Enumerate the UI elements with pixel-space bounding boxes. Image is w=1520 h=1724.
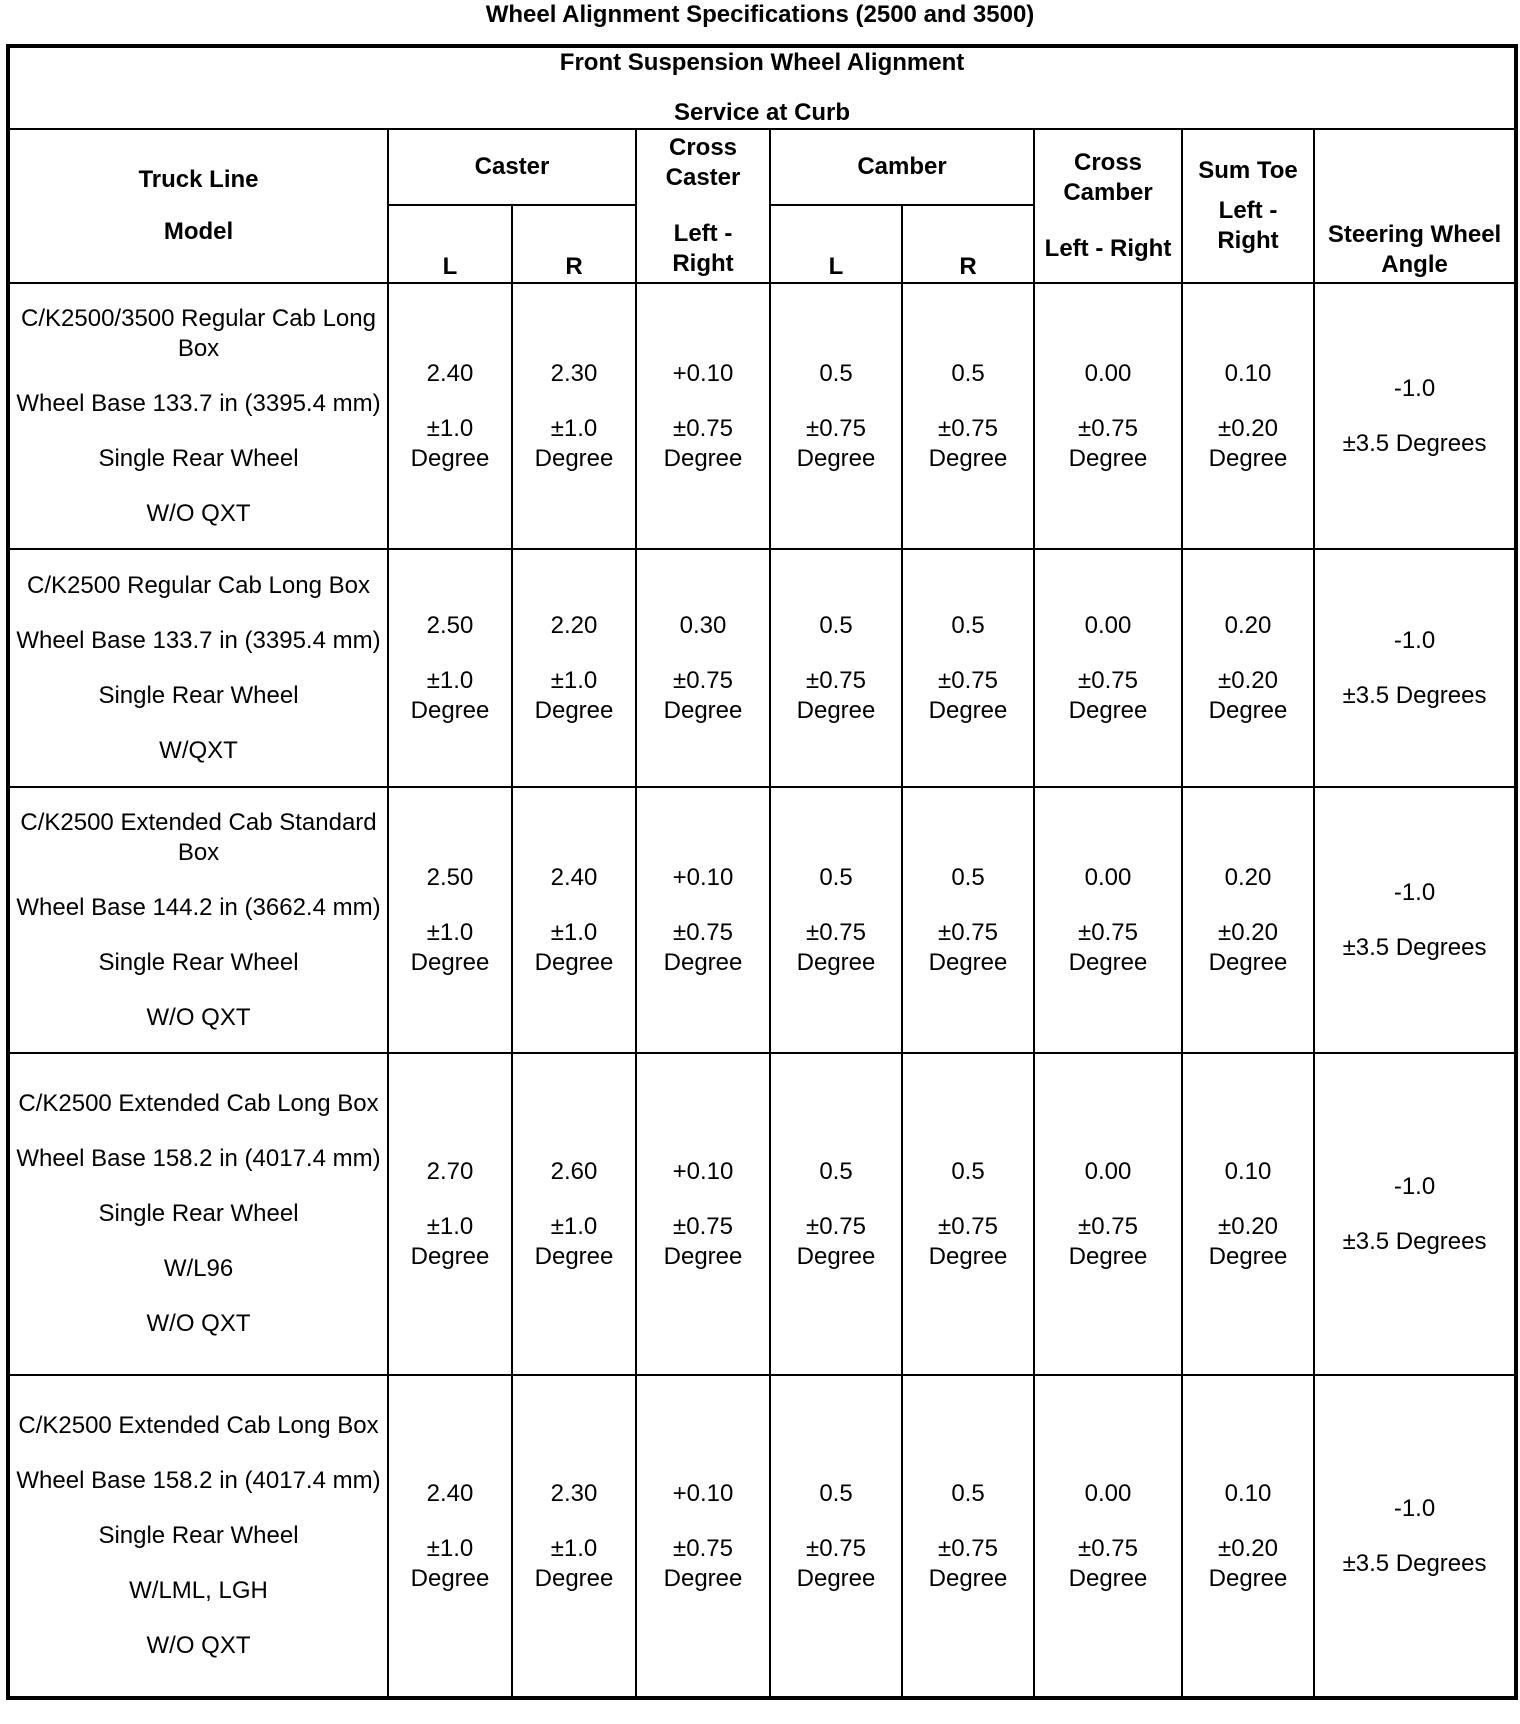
caster-l-cell: 2.40 ±1.0 Degree [388, 1375, 512, 1698]
table-row [8, 787, 1516, 1053]
camber-r-cell: 0.5 ±0.75 Degree [902, 1053, 1034, 1375]
cross-camber-cell: 0.00 ±0.75 Degree [1034, 1375, 1182, 1698]
model-cell: C/K2500/3500 Regular Cab Long Box Wheel Base 133.7 in (3395.4 mm) Single Rear Wheel W/O QXT [8, 283, 388, 549]
camber-r-cell: 0.5 ±0.75 Degree [902, 1375, 1034, 1698]
camber-l-cell: 0.5 ±0.75 Degree [770, 787, 902, 1053]
cross-camber-cell: 0.00 ±0.75 Degree [1034, 787, 1182, 1053]
cross-camber-cell: 0.00 ±0.75 Degree [1034, 1053, 1182, 1375]
sum-toe-cell: 0.20 ±0.20 Degree [1182, 549, 1314, 787]
caster-l-cell: 2.50 ±1.0 Degree [388, 549, 512, 787]
sum-toe-cell: 0.10 ±0.20 Degree [1182, 283, 1314, 549]
steering-angle-cell: -1.0 ±3.5 Degrees [1314, 549, 1516, 787]
camber-l-cell: 0.5 ±0.75 Degree [770, 1053, 902, 1375]
section-header [8, 46, 1516, 129]
cross-camber-header: Cross Camber Left - Right [1034, 129, 1182, 283]
cross-caster-cell: +0.10 ±0.75 Degree [636, 1053, 770, 1375]
steering-angle-cell: -1.0 ±3.5 Degrees [1314, 1053, 1516, 1375]
model-cell: C/K2500 Regular Cab Long Box Wheel Base 133.7 in (3395.4 mm) Single Rear Wheel W/QXT [8, 549, 388, 787]
truck-line-model-header [8, 129, 388, 283]
model-header: Model [163, 218, 234, 245]
caster-r-header: R [512, 205, 636, 283]
sum-toe-header: Sum Toe Left - Right [1182, 129, 1314, 283]
cross-caster-cell: +0.10 ±0.75 Degree [636, 787, 770, 1053]
caster-l-cell: 2.50 ±1.0 Degree [388, 787, 512, 1053]
cross-camber-cell: 0.00 ±0.75 Degree [1034, 549, 1182, 787]
steering-angle-cell: -1.0 ±3.5 Degrees [1314, 283, 1516, 549]
caster-r-cell: 2.40 ±1.0 Degree [512, 787, 636, 1053]
table-row [8, 1375, 1516, 1698]
section-title: Front Suspension Wheel Alignment [559, 49, 965, 76]
alignment-spec-table [6, 44, 1518, 1700]
steering-angle-cell: -1.0 ±3.5 Degrees [1314, 787, 1516, 1053]
table-row [8, 549, 1516, 787]
page-title: Wheel Alignment Specifications (2500 and 3500) [485, 1, 1035, 28]
table-row [8, 283, 1516, 549]
camber-l-cell: 0.5 ±0.75 Degree [770, 283, 902, 549]
caster-r-cell: 2.20 ±1.0 Degree [512, 549, 636, 787]
camber-r-cell: 0.5 ±0.75 Degree [902, 787, 1034, 1053]
sum-toe-cell: 0.10 ±0.20 Degree [1182, 1375, 1314, 1698]
model-cell: C/K2500 Extended Cab Standard Box Wheel Base 144.2 in (3662.4 mm) Single Rear Wheel W/O QXT [8, 787, 388, 1053]
steering-angle-cell: -1.0 ±3.5 Degrees [1314, 1375, 1516, 1698]
caster-r-cell: 2.30 ±1.0 Degree [512, 283, 636, 549]
caster-header: Caster [388, 129, 636, 205]
model-cell: C/K2500 Extended Cab Long Box Wheel Base 158.2 in (4017.4 mm) Single Rear Wheel W/LML, LGH W/O QXT [8, 1375, 388, 1698]
model-cell: C/K2500 Extended Cab Long Box Wheel Base 158.2 in (4017.4 mm) Single Rear Wheel W/L96 W/O QXT [8, 1053, 388, 1375]
cross-caster-cell: +0.10 ±0.75 Degree [636, 283, 770, 549]
section-subtitle: Service at Curb [673, 99, 851, 126]
truck-line-header: Truck Line [138, 166, 259, 193]
table-row [8, 1053, 1516, 1375]
camber-l-cell: 0.5 ±0.75 Degree [770, 1375, 902, 1698]
camber-header: Camber [770, 129, 1034, 205]
cross-camber-cell: 0.00 ±0.75 Degree [1034, 283, 1182, 549]
cross-caster-cell: +0.10 ±0.75 Degree [636, 1375, 770, 1698]
steering-wheel-angle-header: Steering Wheel Angle [1314, 129, 1516, 283]
camber-l-cell: 0.5 ±0.75 Degree [770, 549, 902, 787]
caster-l-cell: 2.40 ±1.0 Degree [388, 283, 512, 549]
camber-r-cell: 0.5 ±0.75 Degree [902, 549, 1034, 787]
cross-caster-header: Cross Caster Left - Right [636, 129, 770, 283]
caster-l-cell: 2.70 ±1.0 Degree [388, 1053, 512, 1375]
sum-toe-cell: 0.10 ±0.20 Degree [1182, 1053, 1314, 1375]
caster-r-cell: 2.60 ±1.0 Degree [512, 1053, 636, 1375]
caster-r-cell: 2.30 ±1.0 Degree [512, 1375, 636, 1698]
sum-toe-cell: 0.20 ±0.20 Degree [1182, 787, 1314, 1053]
cross-caster-cell: 0.30 ±0.75 Degree [636, 549, 770, 787]
caster-l-header: L [388, 205, 512, 283]
camber-r-cell: 0.5 ±0.75 Degree [902, 283, 1034, 549]
camber-l-header: L [770, 205, 902, 283]
camber-r-header: R [902, 205, 1034, 283]
